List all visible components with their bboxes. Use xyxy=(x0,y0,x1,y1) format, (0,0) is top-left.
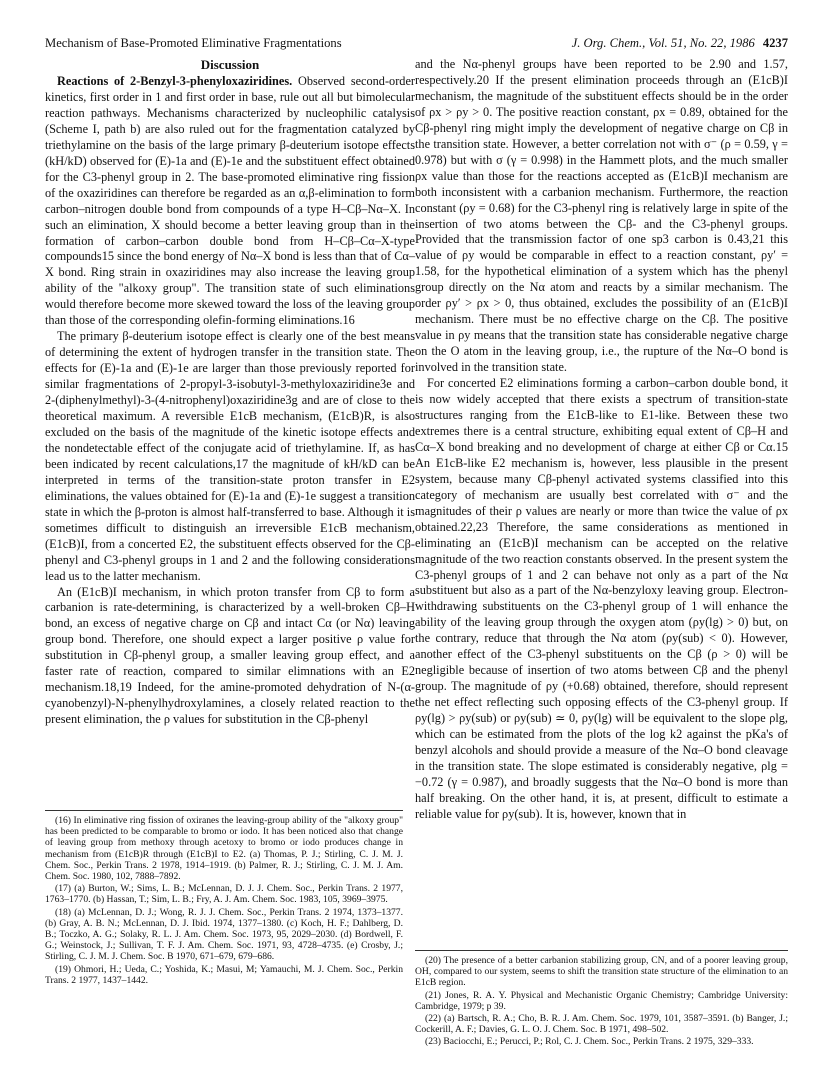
footnote: (16) In eliminative ring fission of oxiranes the leaving-group ability of the "alkoxy group" has been predicted to be comparable to bromo or iodo. It has been noticed also that change of leaving group from methoxy through acetoxy to bromo or iodo produces change in mechanism from (E1cB)R through (E1cB)I to E2. (a) Thomas, P. J.; Stirling, C. J. M. J. Chem. Soc., Perkin Trans. 2 1978, 1914–1919. (b) Palmer, R. J.; Stirling, C. J. M. J. Am. Chem. Soc. 1980, 102, 7888–7892. xyxy=(45,815,403,883)
footnote: (19) Ohmori, H.; Ueda, C.; Yoshida, K.; Masui, M; Yamauchi, M. J. Chem. Soc., Perkin Trans. 2 1977, 1437–1442. xyxy=(45,963,403,986)
body-paragraph: and the Nα-phenyl groups have been reported to be 2.90 and 1.57, respectively.20 If the present elimination proceeds through an (E1cB)I mechanism, the magnitude of the substituent effects should be in the order of ρx > ρy > 0. The positive reaction constant, ρx = 0.89, obtained for the Cβ-phenyl ring might imply the development of negative charge on Cβ in the transition state. However, a better correlation not with σ⁻ (ρ = 0.59, γ = 0.978) but with σ (γ = 0.998) in the Hammett plots, and the much smaller ρx value than those for the reactions accepted as (E1cB)I mechanism are both inconsistent with a carbanion mechanism. Furthermore, the reaction constant (ρy = 0.68) for the C3-phenyl ring is relatively large in spite of the insertion of two atoms between the Cβ- and the C3-phenyl groups. Provided that the transmission factor of one sp3 carbon is 0.43,21 this value of ρy would be comparable in effect to a reaction constant, ρy′ = 1.58, for the hypothetical elimination of a system which has the phenyl group directly on the Nα atom and reacts by a similar mechanism. The order ρy′ > ρx > 0, thus obtained, excludes the possibility of an (E1cB)I mechanism. There must be no effective charge on the Cβ. The positive value in ρy means that the transition state has considerable negative charge on the O atom in the leaving group, i.e., the rupture of the Nα–O bond is involved in the transition state. xyxy=(415,57,788,375)
runin-heading: Reactions of 2-Benzyl-3-phenyloxaziridines. xyxy=(57,74,293,88)
footnote: (21) Jones, R. A. Y. Physical and Mechanistic Organic Chemistry; Cambridge University: Cambridge, 1979; p 39. xyxy=(415,989,788,1012)
journal-citation xyxy=(572,34,788,52)
paragraph-text: Observed second-order kinetics, first order in 1 and first order in base, rule out all but bimolecular reaction pathways. Mechanisms characterized by nucleophilic catalysis (Scheme I, path b) are also ruled out for the fragmentation catalyzed by triethylamine on the basis of the large primary β-deuterium isotope effects (kH/kD) observed for (E)-1a and (E)-1e and the substituent effect obtained for the C3-phenyl group in 2. The base-promoted eliminative ring fission of the oxaziridines can therefore be regarded as an α,β-elimination to form carbon–nitrogen double bond from compounds of a type H–Cβ–Nα–X. In such an elimination, X should become a better leaving group than in the formation of carbon–carbon double bond from H–Cβ–Cα–X-type compounds15 since the bond energy of Nα–X bond is less than that of Cα–X bond. Ring strain in oxaziridines may also increase the leaving group ability of the "alkoxy group". The transition state of such eliminations would therefore become more skewed toward the loss of the leaving group than those of the corresponding olefin-forming eliminations.16 xyxy=(45,74,415,328)
running-header xyxy=(45,34,788,52)
footnote: (18) (a) McLennan, D. J.; Wong, R. J. J. Chem. Soc., Perkin Trans. 2 1974, 1373–1377. (b) Gray, A. B. N.; McLennan, D. J. Ibid. 1974, 1377–1380. (c) Koch, H. F.; Dahlberg, D. B.; Toczko, A. G.; Solaky, R. L. J. Am. Chem. Soc. 1973, 95, 2029–2030. (d) Bordwell, F. G.; Weinstock, J.; Sullivan, T. F. J. Am. Chem. Soc. 1971, 93, 4728–4735. (e) Crosby, J.; Stirling, C. J. M. J. Chem. Soc. B 1970, 671–679, 679–686. xyxy=(45,906,403,963)
body-paragraph: The primary β-deuterium isotope effect is clearly one of the best means of determining the extent of hydrogen transfer in the transition state. The effects for (E)-1a and (E)-1e are larger than those previously reported for similar fragmentations of 2-propyl-3-isobutyl-3-methyloxaziridine3e and 2-(diphenylmethyl)-3-(4-nitrophenyl)oxaziridine3g and are of close to the theoretical maximum. A reversible E1cB mechanism, (E1cB)R, is also excluded on the basis of the magnitude of the kinetic isotope effects and the nondetectable effect of the conjugate acid of triethylamine. If, as has been indicated by recent calculations,17 the magnitude of kH/kD can be interpreted in terms of the transition-state proton transfer in E2 eliminations, the values obtained for (E)-1a and (E)-1e suggest a transition state in which the β-proton is almost half-transferred to base. Although it is sometimes difficult to distinguish an irreversible E1cB mechanism, (E1cB)I, from a concerted E2, the substituent effects observed for the Cβ-phenyl and C3-phenyl groups in 1 and 2 and the following considerations lead us to the latter mechanism. xyxy=(45,329,415,583)
footnote: (17) (a) Burton, W.; Sims, L. B.; McLennan, D. J. J. Chem. Soc., Perkin Trans. 2 1977, 1763–1770. (b) Hassan, T.; Sim, L. B.; Fry, A. J. Am. Chem. Soc. 1983, 105, 3969–3975. xyxy=(45,883,403,906)
footnotes-left xyxy=(45,810,403,987)
body-paragraph: An (E1cB)I mechanism, in which proton transfer from Cβ to form a carbanion is rate-determining, is characterized by a well-broken Cβ–H bond, an excess of negative charge on Cβ and intact Cα (or Nα) leaving group bond. Therefore, one should expect a larger positive ρ value for substitution in Cβ-phenyl group, a smaller leaving group effect, and a faster rate of reaction, compared to similar elimnations with an E2 mechanism.18,19 Indeed, for the amine-promoted dehydration of N-(α-cyanobenzyl)-N-phenylhydroxylamines, a closely related reaction to the present elimination, the ρ values for substitution in the Cβ-phenyl xyxy=(45,584,415,727)
footnote-rule xyxy=(45,810,403,811)
footnote-rule xyxy=(415,950,788,951)
body-paragraph xyxy=(45,74,415,329)
page-number: 4237 xyxy=(762,36,788,50)
running-title: Mechanism of Base-Promoted Eliminative Fragmentations xyxy=(45,36,342,50)
footnote: (22) (a) Bartsch, R. A.; Cho, B. R. J. Am. Chem. Soc. 1979, 101, 3587–3591. (b) Banger, J.; Cockerill, A. F.; Davies, G. L. O. J. Chem. Soc. B 1971, 498–502. xyxy=(415,1013,788,1036)
footnote: (23) Baciocchi, E.; Perucci, P.; Rol, C. J. Chem. Soc., Perkin Trans. 2 1975, 329–333. xyxy=(425,1036,754,1048)
body-paragraph: For concerted E2 eliminations forming a carbon–carbon double bond, it is now widely accepted that there exists a spectrum of transition-state structures ranging from the E1cB-like to E1-like. Between these two extremes there is a central structure, exhibiting equal extent of Cβ–H and Cα–X bond breaking and no development of charge at either Cβ or Cα.15 An E1cB-like E2 mechanism is, however, less plausible in the present system, because many Cβ-phenyl activated systems classified into this category of mechanism are usually best correlated with σ⁻ and the magnitudes of their ρ values are nearly or more than twice the value of ρx obtained.22,23 Therefore, the same considerations as mentioned in eliminating an (E1cB)I mechanism can be accepted on the relative magnitude of the two reaction constants observed. In the present system the C3-phenyl groups of 1 and 2 can behave not only as a part of the Nα substituent but also as a part of the Nα-benzyloxy leaving group. Electron-withdrawing substituents on the C3-phenyl group of 1 will enhance the ability of the leaving group through the oxygen atom (ρy(lg) > 0) but, on the contrary, reduce that through the Nα atom (ρy(sub) < 0). However, another effect of the C3-phenyl substituents on the Cβ (ρ > 0) will be negligible because of insertion of two atoms between Cβ and the phenyl group. The magnitude of ρy (+0.68) obtained, therefore, should represent the net effect reflecting such opposing effects of the C3-phenyl group. If ρy(lg) > ρy(sub) or ρy(sub) ≃ 0, ρy(lg) will be equivalent to the slope ρlg, which can be estimated from the plots of the log k2 against the pKa's of benzyl alcohols and should provide a measure of the Nα–O bond cleavage in the transition state. The slope estimated is considerably negative, ρlg = −0.72 (γ = 0.987), and broadly suggests that the Nα–O bond is more than half breaking. On the other hand, it is, at present, difficult to estimate a reliable value for ρy(sub). It is, however, known that in xyxy=(415,376,788,821)
journal-name: J. Org. Chem., Vol. 51, No. 22, 1986 xyxy=(571,36,755,50)
right-column xyxy=(415,57,788,823)
section-heading: Discussion xyxy=(200,57,260,72)
footnotes-right xyxy=(415,950,788,1049)
footnote: (20) The presence of a better carbanion stabilizing group, CN, and of a poorer leaving group, OH, compared to our system, seems to shift the transition state structure of the elimination to an E1cB region. xyxy=(415,955,788,989)
left-column xyxy=(45,57,415,728)
